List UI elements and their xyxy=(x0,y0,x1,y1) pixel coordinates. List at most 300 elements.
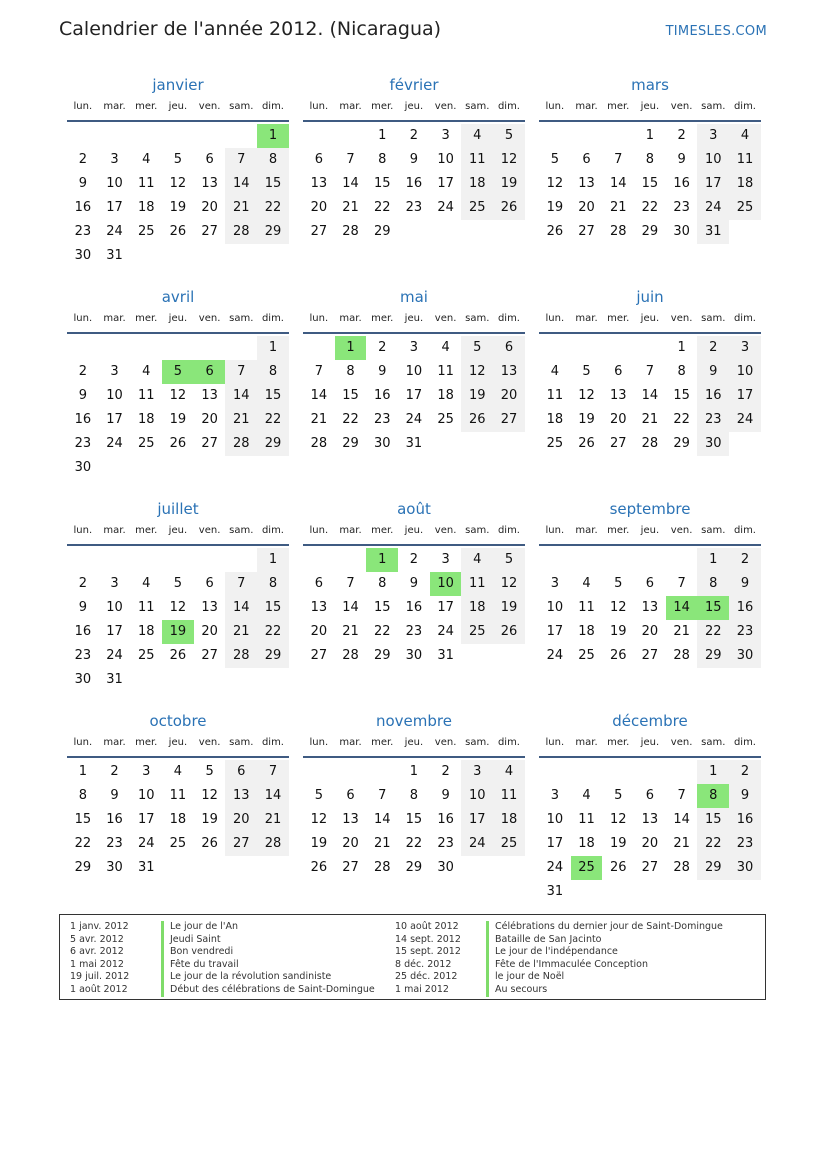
day-cell[interactable]: 8 xyxy=(346,364,355,379)
day-cell[interactable]: 4 xyxy=(461,124,493,148)
day-cell[interactable]: 11 xyxy=(493,784,525,808)
day-cell[interactable]: 3 xyxy=(110,576,119,591)
day-cell[interactable]: 27 xyxy=(641,860,659,875)
day-cell[interactable]: 30 xyxy=(729,644,761,668)
day-cell[interactable]: 18 xyxy=(729,172,761,196)
day-cell[interactable]: 3 xyxy=(441,128,450,143)
day-cell[interactable]: 16 xyxy=(74,624,92,639)
day-cell[interactable]: 21 xyxy=(310,412,328,427)
day-cell[interactable]: 18 xyxy=(493,808,525,832)
day-cell[interactable]: 3 xyxy=(110,152,119,167)
day-cell[interactable]: 9 xyxy=(697,360,729,384)
day-cell[interactable]: 24 xyxy=(461,832,493,856)
day-cell[interactable]: 22 xyxy=(257,620,289,644)
day-cell[interactable]: 27 xyxy=(342,860,359,875)
day-cell[interactable]: 26 xyxy=(201,836,218,851)
holiday-day-cell[interactable]: 10 xyxy=(430,572,462,596)
day-cell[interactable]: 13 xyxy=(641,812,659,827)
day-cell[interactable]: 8 xyxy=(378,576,387,591)
day-cell[interactable]: 30 xyxy=(74,460,92,475)
day-cell[interactable]: 14 xyxy=(673,812,690,827)
day-cell[interactable]: 21 xyxy=(673,624,690,639)
day-cell[interactable]: 19 xyxy=(493,172,525,196)
day-cell[interactable]: 28 xyxy=(225,432,257,456)
day-cell[interactable]: 21 xyxy=(225,408,257,432)
day-cell[interactable]: 5 xyxy=(314,788,323,803)
day-cell[interactable]: 21 xyxy=(342,624,359,639)
day-cell[interactable]: 9 xyxy=(409,152,419,167)
day-cell[interactable]: 11 xyxy=(137,388,155,403)
day-cell[interactable]: 27 xyxy=(578,224,595,239)
day-cell[interactable]: 29 xyxy=(673,436,690,451)
day-cell[interactable]: 31 xyxy=(437,648,454,663)
day-cell[interactable]: 23 xyxy=(697,408,729,432)
day-cell[interactable]: 24 xyxy=(546,860,564,875)
day-cell[interactable]: 18 xyxy=(461,172,493,196)
day-cell[interactable]: 29 xyxy=(257,432,289,456)
day-cell[interactable]: 11 xyxy=(461,572,493,596)
day-cell[interactable]: 28 xyxy=(641,436,659,451)
day-cell[interactable]: 2 xyxy=(409,128,419,143)
day-cell[interactable]: 10 xyxy=(697,148,729,172)
day-cell[interactable]: 8 xyxy=(645,152,655,167)
holiday-day-cell[interactable]: 5 xyxy=(162,360,194,384)
day-cell[interactable]: 2 xyxy=(78,364,87,379)
day-cell[interactable]: 7 xyxy=(614,152,623,167)
day-cell[interactable]: 27 xyxy=(201,224,218,239)
holiday-day-cell[interactable]: 1 xyxy=(366,548,398,572)
day-cell[interactable]: 1 xyxy=(697,760,729,784)
day-cell[interactable]: 19 xyxy=(578,412,595,427)
day-cell[interactable]: 3 xyxy=(142,764,151,779)
day-cell[interactable]: 6 xyxy=(614,364,623,379)
day-cell[interactable]: 30 xyxy=(673,224,690,239)
day-cell[interactable]: 30 xyxy=(405,648,423,663)
day-cell[interactable]: 31 xyxy=(697,220,729,244)
day-cell[interactable]: 5 xyxy=(614,788,623,803)
day-cell[interactable]: 21 xyxy=(641,412,659,427)
day-cell[interactable]: 31 xyxy=(106,672,123,687)
day-cell[interactable]: 21 xyxy=(342,200,359,215)
day-cell[interactable]: 19 xyxy=(310,836,328,851)
day-cell[interactable]: 24 xyxy=(106,436,123,451)
day-cell[interactable]: 2 xyxy=(729,760,761,784)
day-cell[interactable]: 31 xyxy=(405,436,423,451)
day-cell[interactable]: 21 xyxy=(225,196,257,220)
day-cell[interactable]: 16 xyxy=(405,600,423,615)
day-cell[interactable]: 18 xyxy=(169,812,187,827)
day-cell[interactable]: 16 xyxy=(437,812,454,827)
day-cell[interactable]: 25 xyxy=(729,196,761,220)
day-cell[interactable]: 11 xyxy=(169,788,187,803)
day-cell[interactable]: 14 xyxy=(257,784,289,808)
day-cell[interactable]: 29 xyxy=(74,860,92,875)
day-cell[interactable]: 6 xyxy=(314,152,323,167)
day-cell[interactable]: 26 xyxy=(169,648,187,663)
day-cell[interactable]: 12 xyxy=(310,812,328,827)
day-cell[interactable]: 28 xyxy=(310,436,328,451)
day-cell[interactable]: 4 xyxy=(461,548,493,572)
day-cell[interactable]: 7 xyxy=(677,576,686,591)
day-cell[interactable]: 22 xyxy=(257,408,289,432)
day-cell[interactable]: 13 xyxy=(342,812,359,827)
day-cell[interactable]: 7 xyxy=(225,148,257,172)
day-cell[interactable]: 26 xyxy=(169,224,187,239)
day-cell[interactable]: 10 xyxy=(405,364,423,379)
day-cell[interactable]: 14 xyxy=(342,176,359,191)
day-cell[interactable]: 18 xyxy=(578,624,595,639)
day-cell[interactable]: 2 xyxy=(441,764,450,779)
day-cell[interactable]: 13 xyxy=(201,600,218,615)
day-cell[interactable]: 30 xyxy=(74,672,92,687)
day-cell[interactable]: 10 xyxy=(106,388,123,403)
brand-link[interactable]: TIMESLES.COM xyxy=(665,24,767,39)
day-cell[interactable]: 12 xyxy=(546,176,564,191)
day-cell[interactable]: 27 xyxy=(201,436,218,451)
day-cell[interactable]: 25 xyxy=(137,436,155,451)
day-cell[interactable]: 17 xyxy=(697,172,729,196)
day-cell[interactable]: 22 xyxy=(697,832,729,856)
day-cell[interactable]: 10 xyxy=(546,600,564,615)
day-cell[interactable]: 22 xyxy=(373,624,391,639)
day-cell[interactable]: 1 xyxy=(677,340,686,355)
day-cell[interactable]: 11 xyxy=(546,388,564,403)
day-cell[interactable]: 21 xyxy=(609,200,627,215)
day-cell[interactable]: 19 xyxy=(169,200,187,215)
day-cell[interactable]: 6 xyxy=(225,760,257,784)
day-cell[interactable]: 30 xyxy=(373,436,391,451)
day-cell[interactable]: 12 xyxy=(493,572,525,596)
day-cell[interactable]: 18 xyxy=(137,624,155,639)
day-cell[interactable]: 9 xyxy=(729,572,761,596)
holiday-day-cell[interactable]: 25 xyxy=(571,856,603,880)
day-cell[interactable]: 19 xyxy=(493,596,525,620)
day-cell[interactable]: 19 xyxy=(461,384,493,408)
day-cell[interactable]: 22 xyxy=(673,412,690,427)
day-cell[interactable]: 9 xyxy=(677,152,686,167)
day-cell[interactable]: 9 xyxy=(378,364,387,379)
day-cell[interactable]: 3 xyxy=(697,124,729,148)
holiday-day-cell[interactable]: 8 xyxy=(697,784,729,808)
day-cell[interactable]: 25 xyxy=(461,196,493,220)
day-cell[interactable]: 12 xyxy=(169,600,187,615)
day-cell[interactable]: 13 xyxy=(641,600,659,615)
day-cell[interactable]: 6 xyxy=(645,788,655,803)
day-cell[interactable]: 16 xyxy=(74,412,92,427)
day-cell[interactable]: 9 xyxy=(110,788,119,803)
day-cell[interactable]: 26 xyxy=(461,408,493,432)
day-cell[interactable]: 15 xyxy=(697,808,729,832)
day-cell[interactable]: 22 xyxy=(342,412,359,427)
day-cell[interactable]: 14 xyxy=(609,176,627,191)
day-cell[interactable]: 16 xyxy=(729,596,761,620)
day-cell[interactable]: 7 xyxy=(257,760,289,784)
day-cell[interactable]: 15 xyxy=(405,812,423,827)
day-cell[interactable]: 15 xyxy=(257,384,289,408)
day-cell[interactable]: 24 xyxy=(697,196,729,220)
day-cell[interactable]: 24 xyxy=(137,836,155,851)
day-cell[interactable]: 4 xyxy=(173,764,183,779)
day-cell[interactable]: 13 xyxy=(225,784,257,808)
day-cell[interactable]: 20 xyxy=(641,836,659,851)
day-cell[interactable]: 1 xyxy=(378,128,387,143)
holiday-day-cell[interactable]: 19 xyxy=(162,620,194,644)
day-cell[interactable]: 26 xyxy=(578,436,595,451)
day-cell[interactable]: 15 xyxy=(74,812,92,827)
day-cell[interactable]: 28 xyxy=(225,220,257,244)
day-cell[interactable]: 23 xyxy=(405,200,423,215)
holiday-day-cell[interactable]: 1 xyxy=(257,124,289,148)
day-cell[interactable]: 19 xyxy=(609,836,627,851)
holiday-day-cell[interactable]: 15 xyxy=(697,596,729,620)
day-cell[interactable]: 21 xyxy=(673,836,690,851)
day-cell[interactable]: 20 xyxy=(310,624,328,639)
day-cell[interactable]: 7 xyxy=(677,788,686,803)
day-cell[interactable]: 26 xyxy=(310,860,328,875)
day-cell[interactable]: 23 xyxy=(74,648,92,663)
day-cell[interactable]: 1 xyxy=(697,548,729,572)
day-cell[interactable]: 25 xyxy=(546,436,564,451)
day-cell[interactable]: 13 xyxy=(578,176,595,191)
day-cell[interactable]: 26 xyxy=(493,620,525,644)
day-cell[interactable]: 15 xyxy=(373,176,391,191)
day-cell[interactable]: 24 xyxy=(546,648,564,663)
day-cell[interactable]: 20 xyxy=(201,624,218,639)
day-cell[interactable]: 29 xyxy=(405,860,423,875)
day-cell[interactable]: 18 xyxy=(137,200,155,215)
day-cell[interactable]: 5 xyxy=(550,152,559,167)
day-cell[interactable]: 2 xyxy=(78,152,87,167)
day-cell[interactable]: 8 xyxy=(78,788,87,803)
day-cell[interactable]: 24 xyxy=(729,408,761,432)
day-cell[interactable]: 4 xyxy=(729,124,761,148)
day-cell[interactable]: 12 xyxy=(609,812,627,827)
day-cell[interactable]: 12 xyxy=(169,176,187,191)
day-cell[interactable]: 3 xyxy=(441,552,450,567)
day-cell[interactable]: 20 xyxy=(609,412,627,427)
day-cell[interactable]: 23 xyxy=(437,836,454,851)
day-cell[interactable]: 9 xyxy=(441,788,450,803)
day-cell[interactable]: 23 xyxy=(74,436,92,451)
day-cell[interactable]: 5 xyxy=(493,548,525,572)
day-cell[interactable]: 4 xyxy=(441,340,450,355)
day-cell[interactable]: 22 xyxy=(257,196,289,220)
day-cell[interactable]: 20 xyxy=(201,200,218,215)
day-cell[interactable]: 4 xyxy=(142,152,151,167)
day-cell[interactable]: 3 xyxy=(550,788,559,803)
day-cell[interactable]: 8 xyxy=(257,572,289,596)
day-cell[interactable]: 14 xyxy=(225,384,257,408)
day-cell[interactable]: 2 xyxy=(110,764,119,779)
day-cell[interactable]: 29 xyxy=(257,644,289,668)
day-cell[interactable]: 27 xyxy=(225,832,257,856)
day-cell[interactable]: 28 xyxy=(673,860,690,875)
day-cell[interactable]: 8 xyxy=(409,788,419,803)
day-cell[interactable]: 8 xyxy=(677,364,686,379)
day-cell[interactable]: 28 xyxy=(225,644,257,668)
day-cell[interactable]: 16 xyxy=(673,176,690,191)
day-cell[interactable]: 16 xyxy=(373,388,391,403)
day-cell[interactable]: 10 xyxy=(106,600,123,615)
day-cell[interactable]: 28 xyxy=(342,648,359,663)
day-cell[interactable]: 23 xyxy=(405,624,423,639)
day-cell[interactable]: 14 xyxy=(342,600,359,615)
day-cell[interactable]: 9 xyxy=(78,600,87,615)
day-cell[interactable]: 18 xyxy=(546,412,564,427)
day-cell[interactable]: 22 xyxy=(697,620,729,644)
day-cell[interactable]: 13 xyxy=(201,388,218,403)
day-cell[interactable]: 13 xyxy=(609,388,627,403)
day-cell[interactable]: 4 xyxy=(582,576,591,591)
day-cell[interactable]: 4 xyxy=(493,760,525,784)
day-cell[interactable]: 24 xyxy=(437,624,454,639)
day-cell[interactable]: 2 xyxy=(78,576,87,591)
day-cell[interactable]: 7 xyxy=(314,364,323,379)
day-cell[interactable]: 24 xyxy=(437,200,454,215)
day-cell[interactable]: 29 xyxy=(257,220,289,244)
day-cell[interactable]: 6 xyxy=(205,152,214,167)
day-cell[interactable]: 30 xyxy=(437,860,454,875)
day-cell[interactable]: 6 xyxy=(645,576,655,591)
day-cell[interactable]: 24 xyxy=(106,648,123,663)
day-cell[interactable]: 12 xyxy=(169,388,187,403)
day-cell[interactable]: 23 xyxy=(673,200,690,215)
day-cell[interactable]: 16 xyxy=(74,200,92,215)
day-cell[interactable]: 9 xyxy=(78,388,87,403)
day-cell[interactable]: 25 xyxy=(437,412,454,427)
day-cell[interactable]: 17 xyxy=(729,384,761,408)
day-cell[interactable]: 3 xyxy=(461,760,493,784)
day-cell[interactable]: 24 xyxy=(405,412,423,427)
day-cell[interactable]: 10 xyxy=(137,788,155,803)
day-cell[interactable]: 22 xyxy=(405,836,423,851)
day-cell[interactable]: 19 xyxy=(546,200,564,215)
day-cell[interactable]: 17 xyxy=(461,808,493,832)
holiday-day-cell[interactable]: 14 xyxy=(666,596,698,620)
day-cell[interactable]: 28 xyxy=(257,832,289,856)
day-cell[interactable]: 5 xyxy=(173,152,183,167)
day-cell[interactable]: 2 xyxy=(697,336,729,360)
day-cell[interactable]: 17 xyxy=(437,176,454,191)
day-cell[interactable]: 28 xyxy=(373,860,391,875)
day-cell[interactable]: 19 xyxy=(609,624,627,639)
day-cell[interactable]: 26 xyxy=(493,196,525,220)
day-cell[interactable]: 12 xyxy=(461,360,493,384)
day-cell[interactable]: 18 xyxy=(461,596,493,620)
day-cell[interactable]: 3 xyxy=(550,576,559,591)
day-cell[interactable]: 4 xyxy=(142,576,151,591)
day-cell[interactable]: 15 xyxy=(673,388,690,403)
day-cell[interactable]: 10 xyxy=(437,152,454,167)
day-cell[interactable]: 17 xyxy=(405,388,423,403)
day-cell[interactable]: 29 xyxy=(373,224,391,239)
day-cell[interactable]: 10 xyxy=(729,360,761,384)
day-cell[interactable]: 11 xyxy=(578,812,595,827)
day-cell[interactable]: 15 xyxy=(342,388,359,403)
day-cell[interactable]: 22 xyxy=(373,200,391,215)
day-cell[interactable]: 27 xyxy=(493,408,525,432)
day-cell[interactable]: 9 xyxy=(409,576,419,591)
day-cell[interactable]: 29 xyxy=(373,648,391,663)
day-cell[interactable]: 23 xyxy=(729,832,761,856)
day-cell[interactable]: 27 xyxy=(641,648,659,663)
day-cell[interactable]: 6 xyxy=(314,576,323,591)
day-cell[interactable]: 22 xyxy=(641,200,659,215)
day-cell[interactable]: 1 xyxy=(257,336,289,360)
day-cell[interactable]: 27 xyxy=(201,648,218,663)
day-cell[interactable]: 17 xyxy=(546,836,564,851)
day-cell[interactable]: 14 xyxy=(225,172,257,196)
day-cell[interactable]: 5 xyxy=(173,576,183,591)
day-cell[interactable]: 14 xyxy=(641,388,659,403)
day-cell[interactable]: 18 xyxy=(578,836,595,851)
day-cell[interactable]: 19 xyxy=(201,812,218,827)
day-cell[interactable]: 13 xyxy=(310,600,328,615)
day-cell[interactable]: 26 xyxy=(546,224,564,239)
day-cell[interactable]: 10 xyxy=(106,176,123,191)
day-cell[interactable]: 6 xyxy=(205,576,214,591)
day-cell[interactable]: 29 xyxy=(342,436,359,451)
day-cell[interactable]: 29 xyxy=(697,644,729,668)
day-cell[interactable]: 17 xyxy=(106,200,123,215)
day-cell[interactable]: 25 xyxy=(137,224,155,239)
day-cell[interactable]: 4 xyxy=(142,364,151,379)
day-cell[interactable]: 3 xyxy=(409,340,419,355)
day-cell[interactable]: 23 xyxy=(729,620,761,644)
day-cell[interactable]: 20 xyxy=(342,836,359,851)
day-cell[interactable]: 20 xyxy=(310,200,328,215)
holiday-day-cell[interactable]: 1 xyxy=(335,336,367,360)
day-cell[interactable]: 26 xyxy=(169,436,187,451)
day-cell[interactable]: 11 xyxy=(137,600,155,615)
day-cell[interactable]: 2 xyxy=(378,340,387,355)
day-cell[interactable]: 12 xyxy=(201,788,218,803)
day-cell[interactable]: 21 xyxy=(373,836,391,851)
day-cell[interactable]: 15 xyxy=(257,172,289,196)
day-cell[interactable]: 9 xyxy=(78,176,87,191)
day-cell[interactable]: 24 xyxy=(106,224,123,239)
day-cell[interactable]: 28 xyxy=(673,648,690,663)
day-cell[interactable]: 16 xyxy=(697,384,729,408)
day-cell[interactable]: 30 xyxy=(74,248,92,263)
day-cell[interactable]: 7 xyxy=(346,152,355,167)
day-cell[interactable]: 5 xyxy=(582,364,591,379)
day-cell[interactable]: 14 xyxy=(373,812,391,827)
day-cell[interactable]: 29 xyxy=(641,224,659,239)
day-cell[interactable]: 23 xyxy=(373,412,391,427)
day-cell[interactable]: 15 xyxy=(257,596,289,620)
day-cell[interactable]: 1 xyxy=(257,548,289,572)
day-cell[interactable]: 12 xyxy=(493,148,525,172)
day-cell[interactable]: 27 xyxy=(609,436,627,451)
day-cell[interactable]: 20 xyxy=(201,412,218,427)
day-cell[interactable]: 7 xyxy=(645,364,655,379)
day-cell[interactable]: 12 xyxy=(578,388,595,403)
day-cell[interactable]: 8 xyxy=(257,148,289,172)
day-cell[interactable]: 3 xyxy=(729,336,761,360)
day-cell[interactable]: 5 xyxy=(461,336,493,360)
day-cell[interactable]: 20 xyxy=(225,808,257,832)
day-cell[interactable]: 8 xyxy=(378,152,387,167)
day-cell[interactable]: 19 xyxy=(169,412,187,427)
day-cell[interactable]: 28 xyxy=(342,224,359,239)
day-cell[interactable]: 18 xyxy=(437,388,454,403)
day-cell[interactable]: 26 xyxy=(609,648,627,663)
day-cell[interactable]: 25 xyxy=(137,648,155,663)
day-cell[interactable]: 27 xyxy=(310,224,328,239)
day-cell[interactable]: 20 xyxy=(578,200,595,215)
day-cell[interactable]: 6 xyxy=(346,788,355,803)
